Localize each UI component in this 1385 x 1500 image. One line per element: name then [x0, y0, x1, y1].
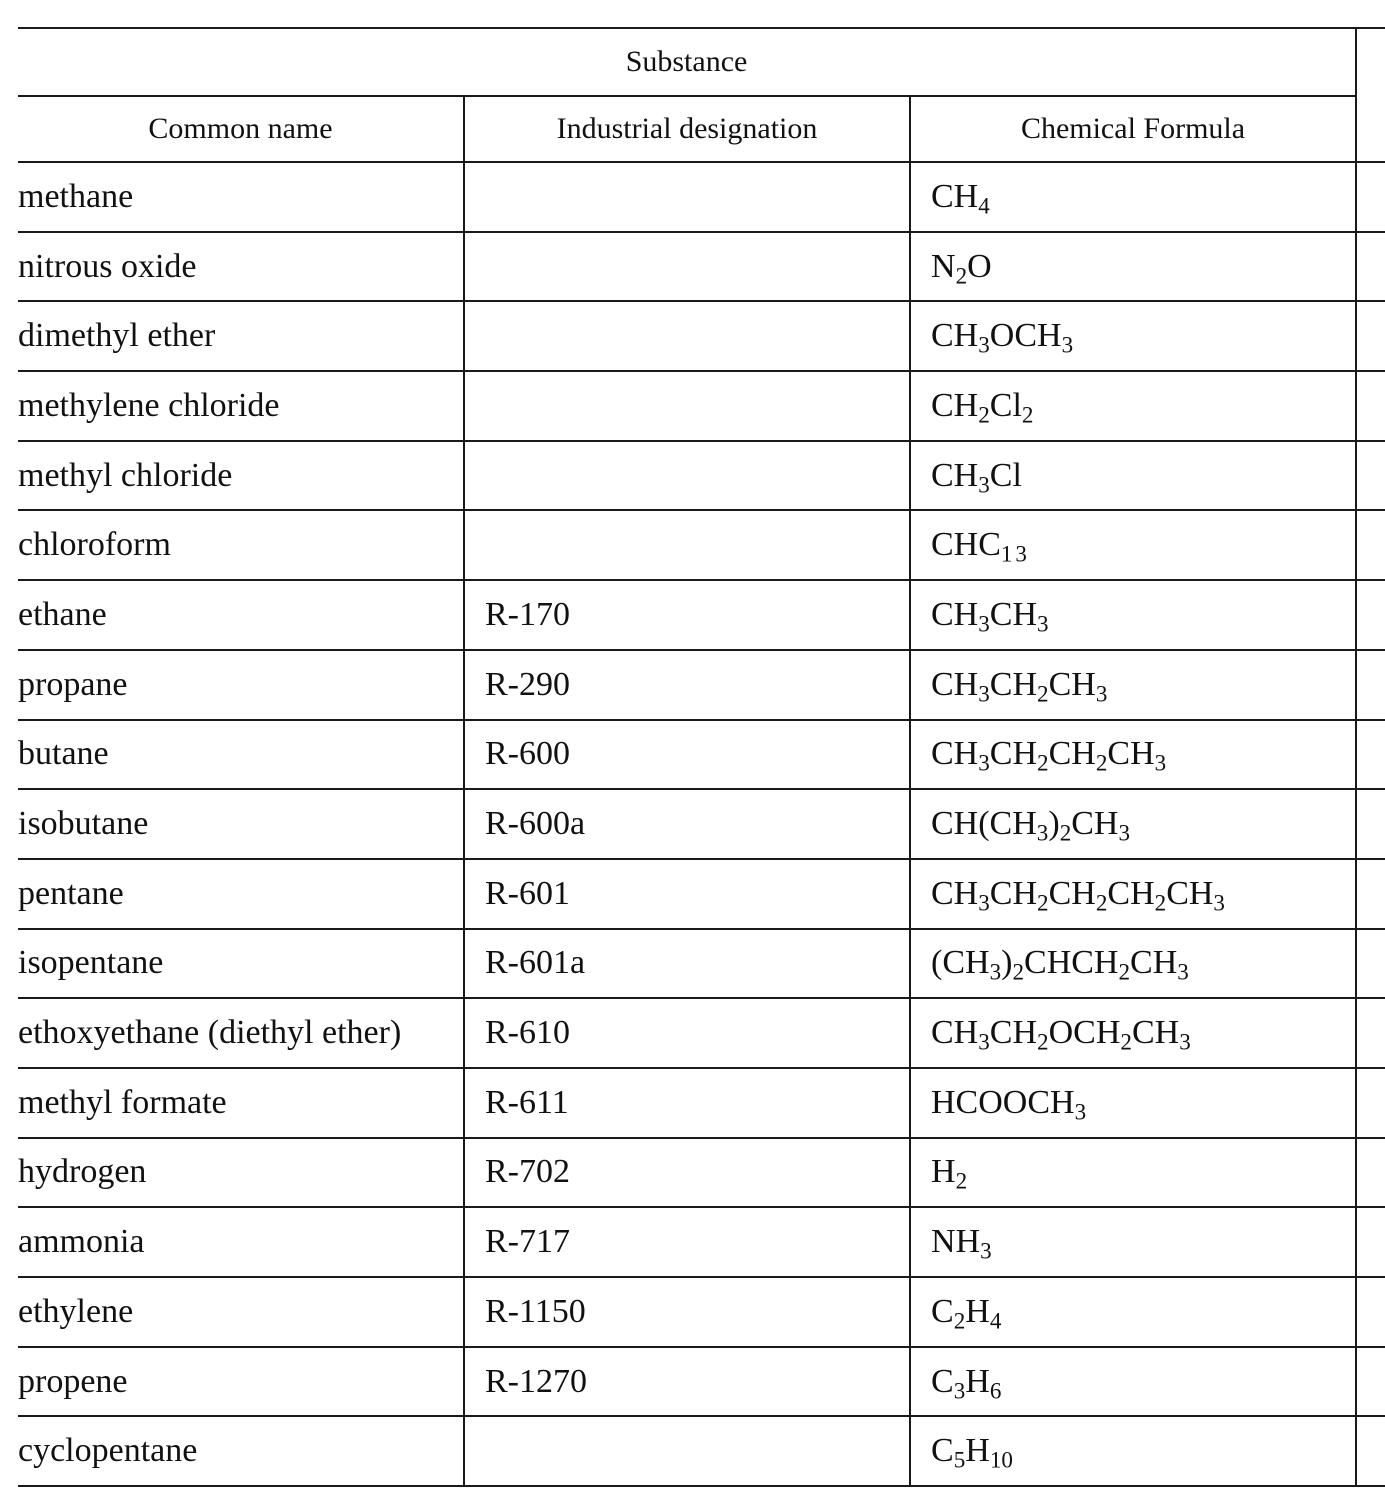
chemical-formula-cell: $CH(CH_3)_2CH_3$	[910, 789, 1356, 859]
common-name-cell: pentane	[18, 859, 464, 929]
industrial-designation-cell	[464, 162, 910, 232]
industrial-designation-cell: R-600a	[464, 789, 910, 859]
extra-column-cell	[1356, 1138, 1385, 1208]
chemical-formula-cell: $NH_3$	[910, 1207, 1356, 1277]
industrial-designation-cell: R-290	[464, 650, 910, 720]
extra-column-cell	[1356, 650, 1385, 720]
industrial-designation-cell: R-601	[464, 859, 910, 929]
table-row	[18, 441, 1385, 511]
industrial-designation-cell	[464, 441, 910, 511]
common-name-cell: isopentane	[18, 929, 464, 999]
substance-table-container	[18, 27, 1385, 1487]
chemical-formula-cell: $CH_4$	[910, 162, 1356, 232]
column-header-row	[18, 96, 1385, 162]
industrial-designation-cell	[464, 371, 910, 441]
extra-column-cell	[1356, 720, 1385, 790]
substance-table	[18, 27, 1385, 1487]
chemical-formula-cell: $H_2$	[910, 1138, 1356, 1208]
industrial-designation-cell: R-717	[464, 1207, 910, 1277]
industrial-designation-cell	[464, 301, 910, 371]
extra-column-cell	[1356, 580, 1385, 650]
common-name-cell: ethylene	[18, 1277, 464, 1347]
common-name-cell: ethane	[18, 580, 464, 650]
table-row	[18, 650, 1385, 720]
common-name-cell: nitrous oxide	[18, 232, 464, 302]
extra-column-cell	[1356, 1277, 1385, 1347]
industrial-designation-cell	[464, 510, 910, 580]
common-name-cell: cyclopentane	[18, 1416, 464, 1486]
table-row	[18, 1347, 1385, 1417]
common-name-cell: ethoxyethane (diethyl ether)	[18, 998, 464, 1068]
extra-column-cell	[1356, 510, 1385, 580]
industrial-designation-cell: R-170	[464, 580, 910, 650]
chemical-formula-cell: $CH_3CH_3$	[910, 580, 1356, 650]
common-name-header: Common name	[18, 96, 464, 162]
common-name-cell: methylene chloride	[18, 371, 464, 441]
table-row	[18, 998, 1385, 1068]
common-name-cell: butane	[18, 720, 464, 790]
chemical-formula-cell: $CH_3CH_2CH_2CH_2CH_3$	[910, 859, 1356, 929]
common-name-cell: dimethyl ether	[18, 301, 464, 371]
common-name-cell: propene	[18, 1347, 464, 1417]
industrial-designation-cell: R-601a	[464, 929, 910, 999]
industrial-designation-cell: R-1270	[464, 1347, 910, 1417]
industrial-designation-cell: R-610	[464, 998, 910, 1068]
extra-column-cell	[1356, 1068, 1385, 1138]
chemical-formula-cell: $CH_3CH_2CH_2CH_3$	[910, 720, 1356, 790]
chemical-formula-cell: $C_3H_6$	[910, 1347, 1356, 1417]
table-row	[18, 301, 1385, 371]
table-row	[18, 232, 1385, 302]
chemical-formula-cell: $CH_3CH_2OCH_2CH_3$	[910, 998, 1356, 1068]
extra-column-cell	[1356, 998, 1385, 1068]
extra-column-cell	[1356, 1416, 1385, 1486]
substance-group-header: Substance	[18, 28, 1356, 96]
table-body	[18, 162, 1385, 1486]
extra-column-cell	[1356, 162, 1385, 232]
chemical-formula-cell: $CH_3Cl$	[910, 441, 1356, 511]
chemical-formula-cell: $N_2O$	[910, 232, 1356, 302]
common-name-cell: hydrogen	[18, 1138, 464, 1208]
common-name-cell: propane	[18, 650, 464, 720]
common-name-cell: methane	[18, 162, 464, 232]
table-row	[18, 1068, 1385, 1138]
group-header-row	[18, 28, 1385, 96]
extra-column-cell	[1356, 371, 1385, 441]
common-name-cell: chloroform	[18, 510, 464, 580]
table-row	[18, 510, 1385, 580]
table-row	[18, 371, 1385, 441]
table-row	[18, 1138, 1385, 1208]
chemical-formula-cell: $HCOOCH_3$	[910, 1068, 1356, 1138]
table-row	[18, 1277, 1385, 1347]
industrial-designation-cell	[464, 1416, 910, 1486]
common-name-cell: methyl formate	[18, 1068, 464, 1138]
common-name-cell: methyl chloride	[18, 441, 464, 511]
table-row	[18, 162, 1385, 232]
industrial-designation-cell: R-1150	[464, 1277, 910, 1347]
extra-column-header	[1356, 28, 1385, 162]
chemical-formula-cell: $(CH_3)_2CHCH_2CH_3$	[910, 929, 1356, 999]
chemical-formula-cell: $CH_3OCH_3$	[910, 301, 1356, 371]
extra-column-cell	[1356, 789, 1385, 859]
common-name-cell: isobutane	[18, 789, 464, 859]
extra-column-cell	[1356, 441, 1385, 511]
extra-column-cell	[1356, 929, 1385, 999]
chemical-formula-cell: $CH_2Cl_2$	[910, 371, 1356, 441]
extra-column-cell	[1356, 1347, 1385, 1417]
chemical-formula-cell: $C_2H_4$	[910, 1277, 1356, 1347]
chemical-formula-cell: $CH_3CH_2CH_3$	[910, 650, 1356, 720]
industrial-designation-header: Industrial designation	[464, 96, 910, 162]
extra-column-cell	[1356, 232, 1385, 302]
industrial-designation-cell: R-600	[464, 720, 910, 790]
table-row	[18, 929, 1385, 999]
table-row	[18, 1416, 1385, 1486]
industrial-designation-cell	[464, 232, 910, 302]
extra-column-cell	[1356, 301, 1385, 371]
extra-column-cell	[1356, 859, 1385, 929]
industrial-designation-cell: R-611	[464, 1068, 910, 1138]
chemical-formula-cell: $CHC_1$ $_3$	[910, 510, 1356, 580]
table-row	[18, 580, 1385, 650]
table-row	[18, 789, 1385, 859]
chemical-formula-header: Chemical Formula	[910, 96, 1356, 162]
extra-column-cell	[1356, 1207, 1385, 1277]
table-row	[18, 859, 1385, 929]
table-row	[18, 1207, 1385, 1277]
industrial-designation-cell: R-702	[464, 1138, 910, 1208]
common-name-cell: ammonia	[18, 1207, 464, 1277]
table-row	[18, 720, 1385, 790]
chemical-formula-cell: $C_5H_{10}$	[910, 1416, 1356, 1486]
